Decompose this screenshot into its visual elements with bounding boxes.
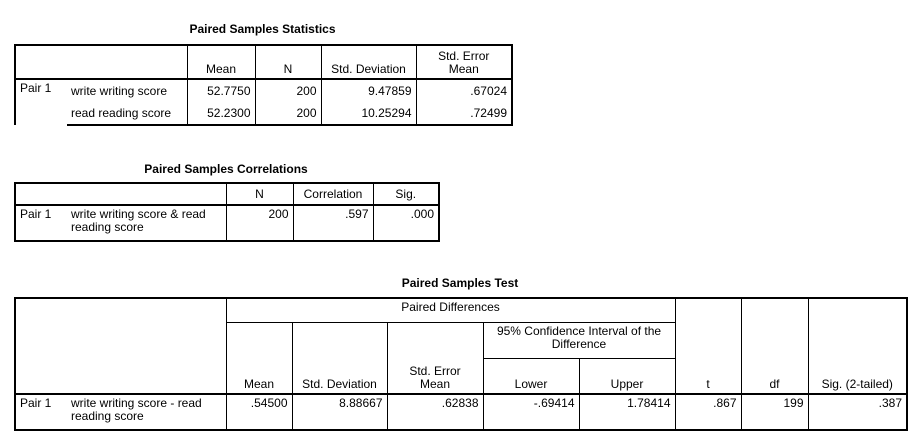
test-cell-sig: .387 bbox=[808, 394, 907, 430]
corr-header-correlation: Correlation bbox=[293, 183, 373, 205]
stats-cell-n: 200 bbox=[255, 102, 321, 125]
stats-header-n: N bbox=[255, 45, 321, 79]
corr-cell-correlation: .597 bbox=[293, 205, 373, 241]
table-row bbox=[15, 205, 439, 241]
stats-corner-cell bbox=[15, 45, 187, 79]
test-header-upper: Upper bbox=[579, 358, 675, 394]
table-row bbox=[15, 102, 512, 125]
stats-cell-se: .72499 bbox=[416, 102, 512, 125]
test-header-paired-differences: Paired Differences bbox=[226, 298, 675, 322]
test-header-df: df bbox=[741, 298, 808, 394]
stats-header-se: Std. Error Mean bbox=[416, 45, 512, 79]
test-cell-t: .867 bbox=[675, 394, 741, 430]
test-header-mean: Mean bbox=[226, 322, 292, 394]
stats-header-row bbox=[15, 45, 512, 79]
table-row bbox=[15, 79, 512, 102]
stats-row-label: read reading score bbox=[67, 102, 187, 125]
test-cell-lower: -.69414 bbox=[483, 394, 579, 430]
test-header-se: Std. Error Mean bbox=[387, 322, 483, 394]
test-cell-se: .62838 bbox=[387, 394, 483, 430]
test-cell-df: 199 bbox=[741, 394, 808, 430]
test-cell-sd: 8.88667 bbox=[292, 394, 387, 430]
stats-header-mean: Mean bbox=[187, 45, 255, 79]
test-header-sig: Sig. (2-tailed) bbox=[808, 298, 907, 394]
stats-cell-mean: 52.7750 bbox=[187, 79, 255, 102]
corr-header-n: N bbox=[226, 183, 293, 205]
stats-cell-sd: 10.25294 bbox=[321, 102, 416, 125]
test-corner-cell bbox=[15, 298, 226, 394]
corr-header-row bbox=[15, 183, 439, 205]
corr-cell-n: 200 bbox=[226, 205, 293, 241]
stats-cell-mean: 52.2300 bbox=[187, 102, 255, 125]
stats-cell-n: 200 bbox=[255, 79, 321, 102]
test-row-label: write writing score - read reading score bbox=[67, 394, 226, 430]
stats-pair-label: Pair 1 bbox=[15, 79, 67, 125]
stats-cell-se: .67024 bbox=[416, 79, 512, 102]
test-header-row-1 bbox=[15, 298, 907, 322]
test-cell-upper: 1.78414 bbox=[579, 394, 675, 430]
corr-row-label: write writing score & read reading score bbox=[67, 205, 226, 241]
corr-header-sig: Sig. bbox=[373, 183, 439, 205]
stats-table bbox=[14, 44, 513, 126]
stats-header-sd: Std. Deviation bbox=[321, 45, 416, 79]
table-row bbox=[15, 394, 907, 430]
corr-title: Paired Samples Correlations bbox=[144, 162, 308, 176]
stats-row-label: write writing score bbox=[67, 79, 187, 102]
test-header-ci: 95% Confidence Interval of the Difference bbox=[483, 322, 675, 358]
corr-corner-cell bbox=[15, 183, 226, 205]
test-cell-mean: .54500 bbox=[226, 394, 292, 430]
corr-cell-sig: .000 bbox=[373, 205, 439, 241]
test-header-sd: Std. Deviation bbox=[292, 322, 387, 394]
test-table bbox=[14, 297, 908, 431]
corr-pair-label: Pair 1 bbox=[15, 205, 67, 241]
test-pair-label: Pair 1 bbox=[15, 394, 67, 430]
corr-table bbox=[14, 182, 440, 242]
stats-cell-sd: 9.47859 bbox=[321, 79, 416, 102]
test-header-lower: Lower bbox=[483, 358, 579, 394]
test-title: Paired Samples Test bbox=[401, 276, 519, 290]
test-header-t: t bbox=[675, 298, 741, 394]
stats-title: Paired Samples Statistics bbox=[189, 22, 336, 36]
